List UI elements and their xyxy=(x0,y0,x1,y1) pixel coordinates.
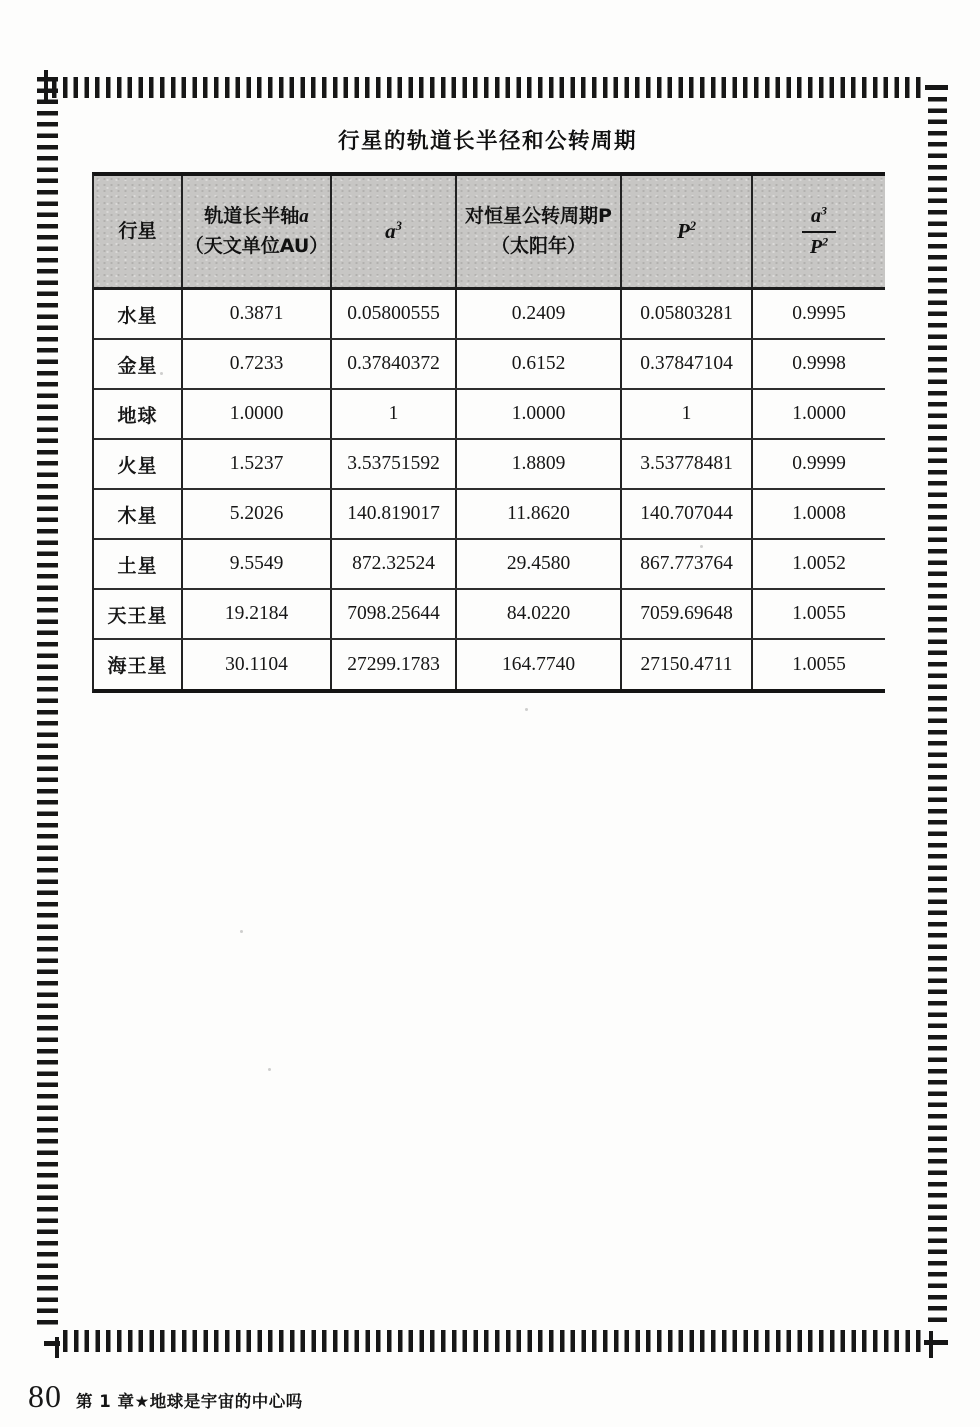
cell-a3: 872.32524 xyxy=(332,540,457,588)
cell-a: 1.5237 xyxy=(183,440,332,488)
cell-p: 0.6152 xyxy=(457,340,622,388)
cell-a3: 27299.1783 xyxy=(332,640,457,689)
cell-p: 1.0000 xyxy=(457,390,622,438)
border-corner-top-left xyxy=(44,70,48,104)
table-row-neptune xyxy=(94,640,885,689)
cell-planet: 木星 xyxy=(94,490,183,538)
cell-a: 5.2026 xyxy=(183,490,332,538)
table-title: 行星的轨道长半径和公转周期 xyxy=(337,129,637,154)
header-planet: 行星 xyxy=(94,176,183,287)
cell-a3: 3.53751592 xyxy=(332,440,457,488)
cell-planet: 火星 xyxy=(94,440,183,488)
cell-p2: 0.05803281 xyxy=(622,290,753,338)
cell-p: 11.8620 xyxy=(457,490,622,538)
cell-a: 1.0000 xyxy=(183,390,332,438)
scan-speck xyxy=(525,708,528,711)
cell-p2: 7059.69648 xyxy=(622,590,753,638)
cell-p2: 27150.4711 xyxy=(622,640,753,689)
table-row-jupiter xyxy=(94,490,885,540)
table-row-saturn xyxy=(94,540,885,590)
cell-p: 29.4580 xyxy=(457,540,622,588)
cell-p: 1.8809 xyxy=(457,440,622,488)
chapter-title: 第 1 章★地球是宇宙的中心吗 xyxy=(76,1392,303,1411)
cell-a: 0.7233 xyxy=(183,340,332,388)
cell-a: 0.3871 xyxy=(183,290,332,338)
cell-a: 19.2184 xyxy=(183,590,332,638)
cell-a3: 7098.25644 xyxy=(332,590,457,638)
header-sidereal-period: 对恒星公转周期P （太阳年） xyxy=(457,176,622,287)
cell-p: 84.0220 xyxy=(457,590,622,638)
cell-a3: 140.819017 xyxy=(332,490,457,538)
border-corner-bottom-right xyxy=(924,1340,948,1345)
fraction-a3-p2: $\frac{a^3}{P^2}$ xyxy=(802,204,836,260)
cell-a: 9.5549 xyxy=(183,540,332,588)
decorative-border-bottom xyxy=(63,1330,925,1352)
cell-planet: 土星 xyxy=(94,540,183,588)
cell-p2: 867.773764 xyxy=(622,540,753,588)
table-row-venus xyxy=(94,340,885,390)
decorative-border-top xyxy=(52,77,925,98)
cell-planet: 水星 xyxy=(94,290,183,338)
cell-planet: 金星 xyxy=(94,340,183,388)
cell-ratio: 1.0055 xyxy=(792,603,846,624)
decorative-border-right xyxy=(928,97,947,1328)
cell-a: 30.1104 xyxy=(183,640,332,689)
header-a-cubed: $a^3$ xyxy=(332,176,457,287)
header-p-squared: $P^2$ xyxy=(622,176,753,287)
cell-p2: 140.707044 xyxy=(622,490,753,538)
border-corner-top-right xyxy=(925,85,948,90)
cell-planet: 地球 xyxy=(94,390,183,438)
border-corner-bottom-left-tick xyxy=(55,1337,59,1358)
cell-a3: 0.05800555 xyxy=(332,290,457,338)
planet-table xyxy=(92,172,885,693)
cell-p: 164.7740 xyxy=(457,640,622,689)
cell-a3: 1 xyxy=(332,390,457,438)
cell-ratio: 1.0008 xyxy=(792,503,846,524)
table-row-mars xyxy=(94,440,885,490)
decorative-border-left xyxy=(37,77,58,1331)
cell-ratio: 1.0052 xyxy=(792,553,846,574)
table-row-mercury xyxy=(94,290,885,340)
cell-p2: 3.53778481 xyxy=(622,440,753,488)
cell-planet: 天王星 xyxy=(94,590,183,638)
header-semi-major-axis: 轨道长半轴a （天文单位AU） xyxy=(183,176,332,287)
cell-p2: 0.37847104 xyxy=(622,340,753,388)
cell-ratio: 0.9995 xyxy=(792,303,846,324)
table-header-row xyxy=(94,176,885,290)
cell-ratio: 0.9999 xyxy=(792,453,846,474)
cell-ratio: 1.0000 xyxy=(792,403,846,424)
scan-speck xyxy=(240,930,243,933)
page-number: 80 xyxy=(28,1378,62,1414)
table-row-uranus xyxy=(94,590,885,640)
header-a3-over-p2 xyxy=(753,176,885,287)
page-footer xyxy=(28,1378,303,1415)
cell-ratio: 0.9998 xyxy=(792,353,846,374)
cell-p: 0.2409 xyxy=(457,290,622,338)
cell-ratio: 1.0055 xyxy=(792,653,846,675)
scan-speck xyxy=(268,1068,271,1071)
table-row-earth xyxy=(94,390,885,440)
cell-planet: 海王星 xyxy=(94,640,183,689)
cell-p2: 1 xyxy=(622,390,753,438)
cell-a3: 0.37840372 xyxy=(332,340,457,388)
